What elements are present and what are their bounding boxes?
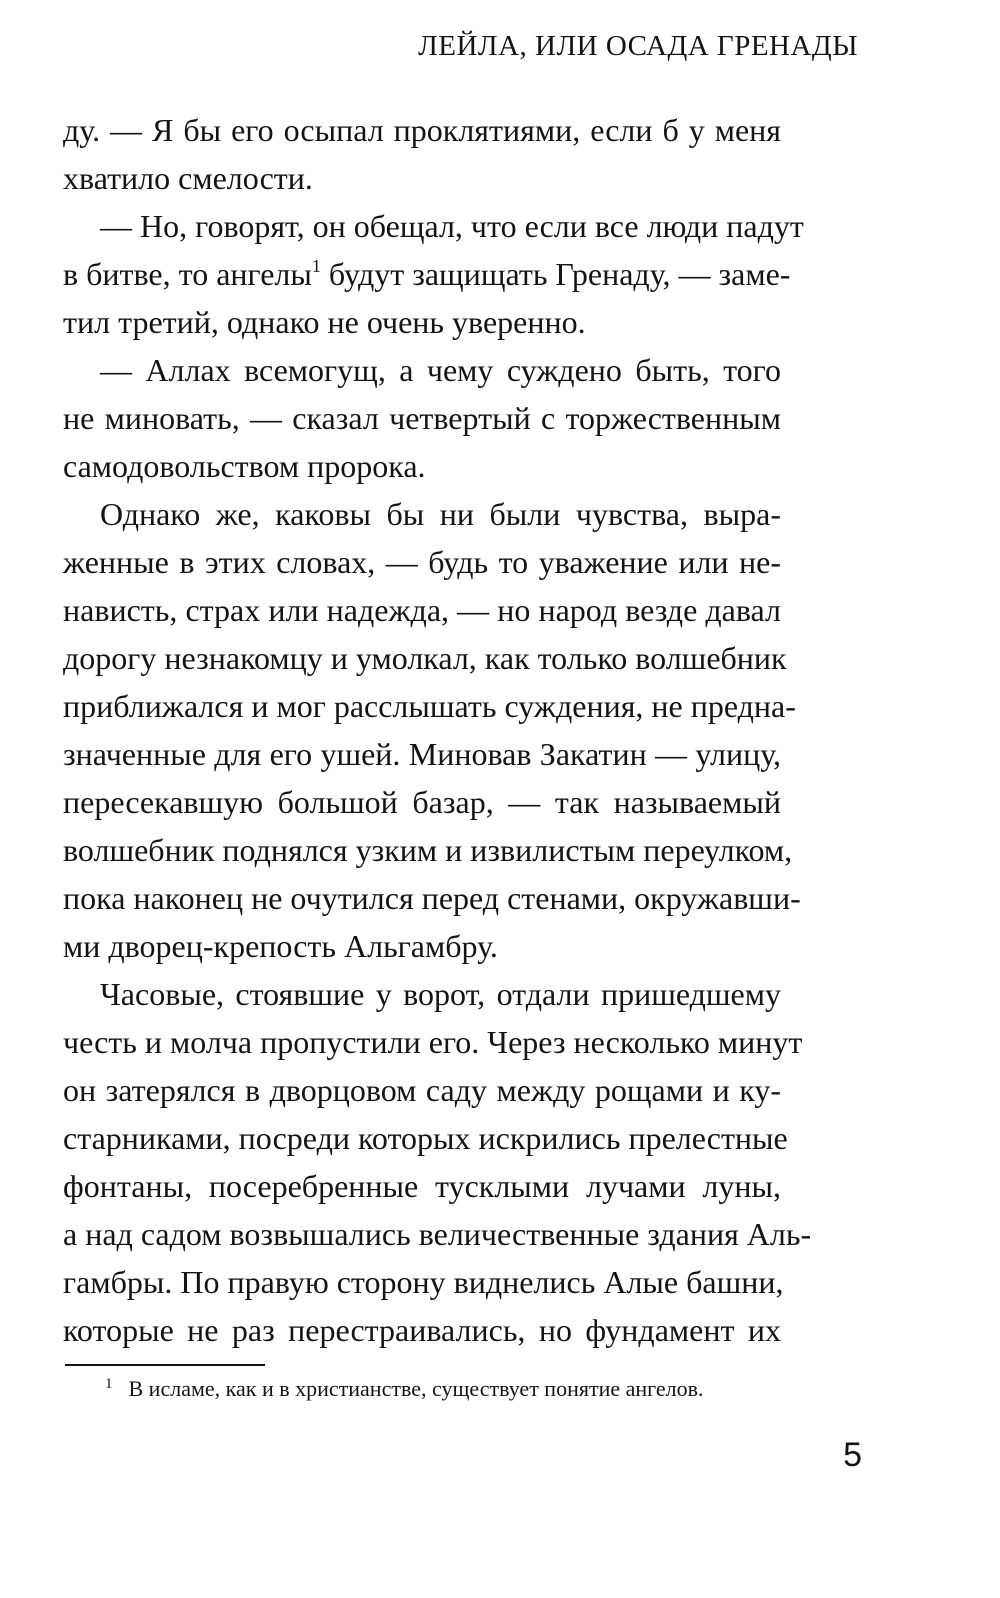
text-line: фонтаны, посеребренные тусклыми лучами луны, [63,1168,781,1204]
text-line: гамбры. По правую сторону виднелись Алые башни, [63,1264,784,1300]
text-line: он затерялся в дворцовом саду между рощами и ку- [63,1072,781,1108]
text-line: значенные для его ушей. Миновав Закатин — улицу, [63,736,781,772]
footnote [105,1372,704,1409]
footnote-text: В исламе, как и в христианстве, существует понятие ангелов. [128,1376,704,1401]
text-line: тил третий, однако не очень уверенно. [63,304,586,340]
page-number: 5 [843,1436,862,1474]
footnote-divider [65,1364,265,1366]
text-line: которые не раз перестраивались, но фундамент их [63,1312,781,1348]
text-line: волшебник поднялся узким и извилистым переулком, [63,832,793,868]
body-text [63,106,812,1354]
text-line: женные в этих словах, — будь то уважение или не- [63,544,781,580]
text-segment: в битве, то ангелы [63,256,312,292]
text-line: самодовольством пророка. [63,448,426,484]
text-line: Однако же, каковы бы ни были чувства, выра- [100,496,781,532]
text-line: хватило смелости. [63,160,313,196]
text-line: а над садом возвышались величественные здания Аль- [63,1216,812,1252]
text-line: нависть, страх или надежда, — но народ везде давал [63,592,781,628]
text-line: ми дворец-крепость Альгамбру. [63,928,498,964]
text-line: пока наконец не очутился перед стенами, окружавши- [63,880,801,916]
running-head: ЛЕЙЛА, ИЛИ ОСАДА ГРЕНАДЫ [418,30,858,62]
text-line-with-footnote [63,250,791,298]
text-line: приближался и мог расслышать суждения, не предна- [63,688,796,724]
text-line: — Аллах всемогущ, а чему суждено быть, того [100,352,781,388]
footnote-mark: 1 [105,1376,113,1392]
text-line: дорогу незнакомцу и умолкал, как только волшебник [63,640,787,676]
text-line: ду. — Я бы его осыпал проклятиями, если б у меня [63,112,781,148]
text-line: пересекавшую большой базар, — так называемый [63,784,781,820]
text-line: старниками, посреди которых искрились прелестные [63,1120,788,1156]
footnote-reference: 1 [311,256,321,276]
text-line: — Но, говорят, он обещал, что если все люди падут [100,208,804,244]
text-line: Часовые, стоявшие у ворот, отдали пришедшему [100,976,781,1012]
text-line: не миновать, — сказал четвертый с торжественным [63,400,781,436]
text-segment: будут защищать Гренаду, — заме- [328,256,791,292]
text-line: честь и молча пропустили его. Через несколько минут [63,1024,803,1060]
